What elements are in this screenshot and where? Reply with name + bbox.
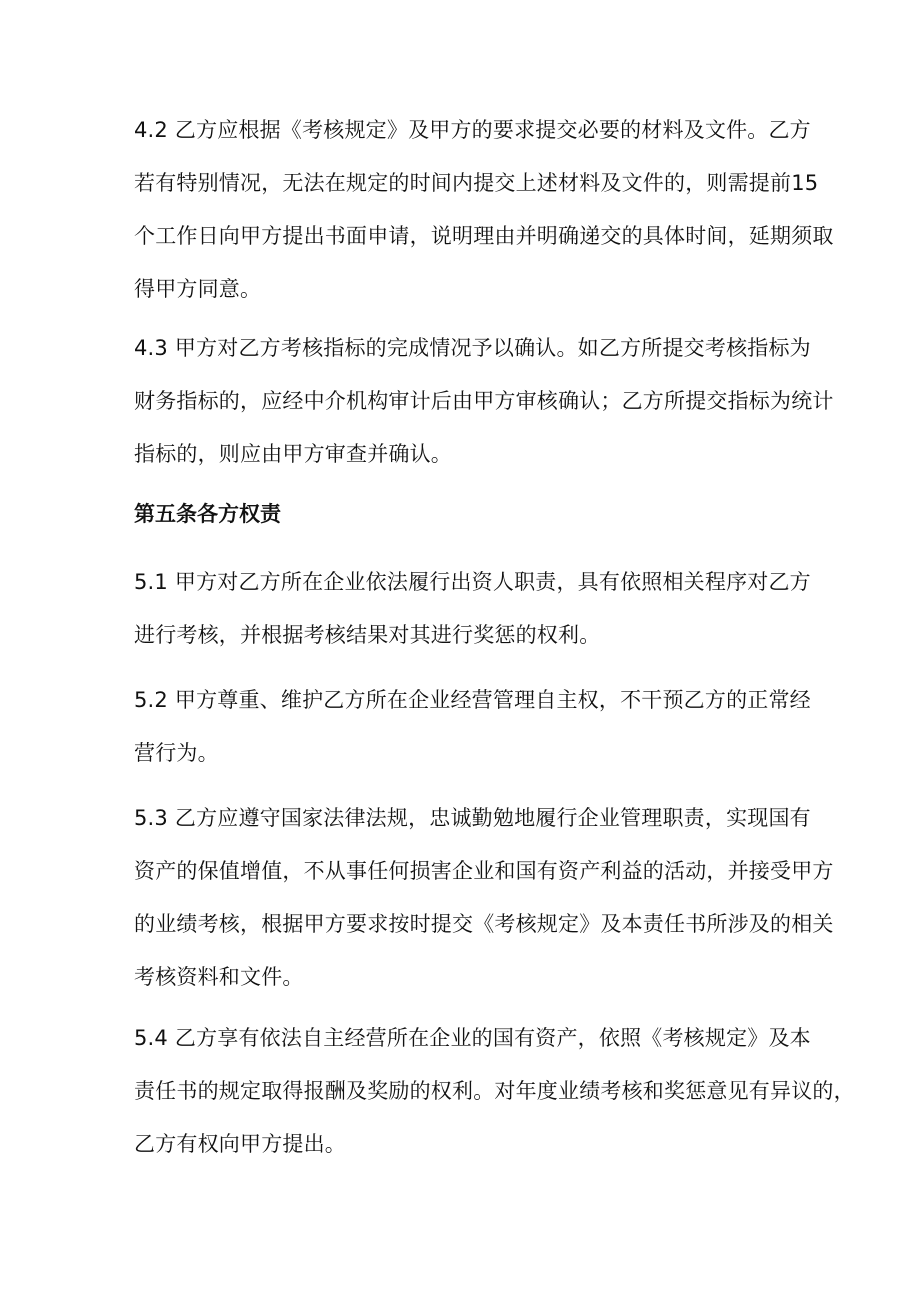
text-line: 指标的，则应由甲方审查并确认。: [134, 442, 452, 466]
text-line: 财务指标的，应经中介机构审计后由甲方审核确认；乙方所提交指标为统计: [134, 389, 834, 413]
text-line: 乙方有权向甲方提出。: [134, 1132, 346, 1156]
text-line: 的业绩考核，根据甲方要求按时提交《考核规定》及本责任书所涉及的相关: [134, 912, 834, 936]
text-line: 考核资料和文件。: [134, 965, 304, 989]
text-line: 得甲方同意。: [134, 277, 262, 301]
clause-5-1: [134, 556, 811, 662]
text-line: 营行为。: [134, 741, 219, 765]
text-line: 5.1 甲方对乙方所在企业依法履行出资人职责，具有依照相关程序对乙方: [134, 570, 811, 594]
text-line: 4.3 甲方对乙方考核指标的完成情况予以确认。如乙方所提交考核指标为: [134, 336, 811, 360]
clause-5-3: [134, 792, 834, 1004]
clause-5-2: [134, 674, 811, 780]
text-line: 资产的保值增值，不从事任何损害企业和国有资产利益的活动，并接受甲方: [134, 859, 834, 883]
text-line: 进行考核，并根据考核结果对其进行奖惩的权利。: [134, 623, 601, 647]
text-line: 5.4 乙方享有依法自主经营所在企业的国有资产，依照《考核规定》及本: [134, 1026, 811, 1050]
clause-4-3: [134, 322, 834, 481]
article-5-heading: 第五条各方权责: [134, 502, 281, 526]
text-line: 4.2 乙方应根据《考核规定》及甲方的要求提交必要的材料及文件。乙方: [134, 118, 811, 142]
text-line: 若有特别情况，无法在规定的时间内提交上述材料及文件的，则需提前15: [134, 171, 819, 195]
text-line: 5.2 甲方尊重、维护乙方所在企业经营管理自主权，不干预乙方的正常经: [134, 688, 811, 712]
clause-5-4: [134, 1012, 855, 1171]
text-line: 个工作日向甲方提出书面申请，说明理由并明确递交的具体时间，延期须取: [134, 224, 834, 248]
text-line: 5.3 乙方应遵守国家法律法规，忠诚勤勉地履行企业管理职责，实现国有: [134, 806, 811, 830]
text-line: 责任书的规定取得报酬及奖励的权利。对年度业绩考核和奖惩意见有异议的，: [134, 1079, 855, 1103]
clause-4-2: [134, 104, 834, 316]
